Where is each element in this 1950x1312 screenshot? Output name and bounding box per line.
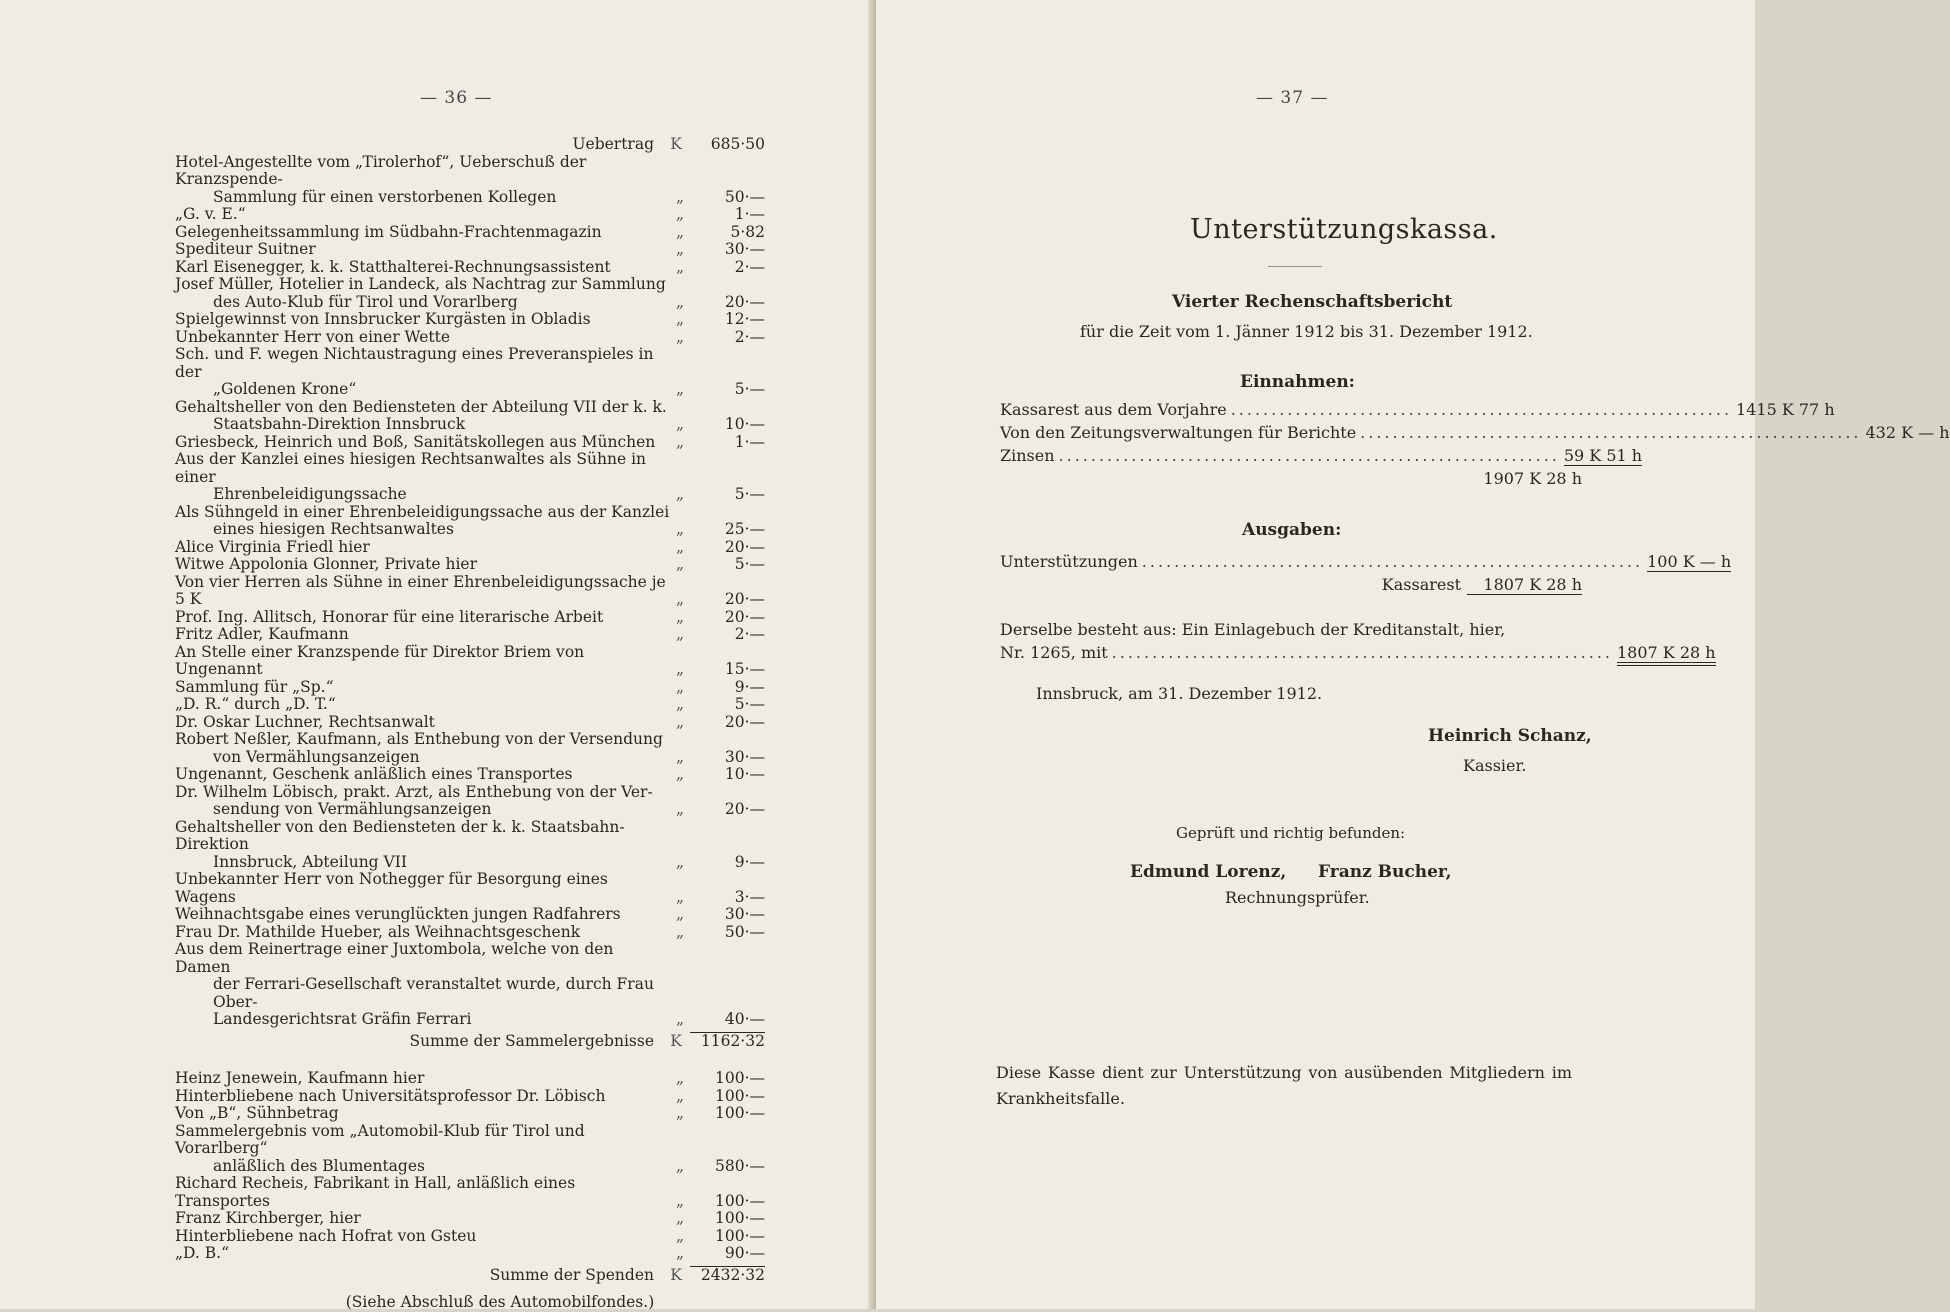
report-subtitle: Vierter Rechenschaftsbericht <box>1172 292 1453 312</box>
ledger-entry-text: Hinterbliebene nach Hofrat von Gsteu <box>175 1226 477 1245</box>
ledger-row <box>175 784 765 819</box>
ledger-entry-text: Gehaltsheller von den Bediensteten der k. k. Staatsbahn-Direktion Innsbruck, Abteilung VII <box>175 817 625 871</box>
ledger-entry-text: Sch. und F. wegen Nichtaustragung eines Preveranspieles in der „Goldenen Krone“ <box>175 345 654 398</box>
ditto-mark: „ <box>675 660 685 678</box>
ditto-mark: „ <box>675 240 685 258</box>
account-value: 432 K — h <box>1865 423 1950 442</box>
ledger-row <box>175 574 765 609</box>
left-page <box>0 0 876 1309</box>
donation-ledger <box>175 136 765 1312</box>
account-value: 1415 K 77 h <box>1736 400 1835 419</box>
ditto-mark: „ <box>675 1191 685 1210</box>
ledger-row <box>175 1245 765 1263</box>
ledger-amount: 2·— <box>734 327 765 346</box>
account-label: Unterstützungen <box>1000 552 1138 571</box>
ledger-entry-text: Hotel-Angestellte vom „Tirolerhof“, Ueberschuß der Kranzspende- Sammlung für einen verstorbenen Kollegen <box>175 152 587 206</box>
ditto-mark: „ <box>675 625 685 643</box>
ledger-entry-text: Aus dem Reinertrage einer Juxtombola, welche von den Damen der Ferrari-Gesellschaft veranstaltet wurde, durch Frau Ober- Landesgerichtsrat Gräfin Ferrari <box>175 940 654 1028</box>
ledger-amount: 40·— <box>724 1010 765 1028</box>
ledger-entry-text: Robert Neßler, Kaufmann, als Enthebung von der Versendung von Vermählungsanzeigen <box>175 730 663 766</box>
ledger-amount: 5·82 <box>730 222 765 241</box>
ledger-amount: 25·— <box>724 520 765 538</box>
ledger-entry-text: Alice Virginia Friedl hier <box>175 537 370 556</box>
ledger-entry-text: Dr. Oskar Luchner, Rechtsanwalt <box>175 712 435 731</box>
ledger-row <box>175 346 765 399</box>
ledger-entry-text: Gehaltsheller von den Bediensteten der Abteilung VII der k. k. Staatsbahn-Direktion Innsbruck <box>175 397 667 433</box>
ledger-row <box>175 556 765 574</box>
balance-line-2: Nr. 1265, mit .............................................................. 1807 K 28 h <box>1000 643 1582 666</box>
ledger-row <box>175 206 765 224</box>
ledger-amount: 10·— <box>724 415 765 433</box>
ditto-mark: „ <box>675 1010 685 1028</box>
ledger-entry-text: Prof. Ing. Allitsch, Honorar für eine literarische Arbeit <box>175 607 604 626</box>
ledger-entry-text: Von „B“, Sühnbetrag <box>175 1104 339 1122</box>
ditto-mark: „ <box>675 555 685 573</box>
ledger-entry-text: Spediteur Suitner <box>175 240 316 258</box>
ledger-amount: 15·— <box>724 660 765 678</box>
ledger-entry-text: Ungenannt, Geschenk anläßlich eines Transportes <box>175 765 573 783</box>
ditto-mark: „ <box>675 310 685 328</box>
ditto-mark: „ <box>675 887 685 906</box>
cash-rest-label: Kassarest <box>1381 575 1461 594</box>
expense-table <box>1000 552 1732 598</box>
ditto-mark: „ <box>675 432 685 451</box>
account-row: Zinsen .............................................................. 59 K 51 h <box>1000 446 1643 465</box>
account-row: Von den Zeitungsverwaltungen für Berichte .............................................................. 432 K — h <box>1000 423 1950 442</box>
ditto-mark: „ <box>675 800 685 818</box>
ditto-mark: „ <box>675 590 685 608</box>
ledger-entry-text: Aus der Kanzlei eines hiesigen Rechtsanwaltes als Sühne in einer Ehrenbeleidigungssache <box>175 450 647 503</box>
ledger-row <box>175 329 765 347</box>
ditto-mark: „ <box>675 712 685 731</box>
ledger-row <box>175 1210 765 1228</box>
donation-list-2 <box>175 1070 765 1263</box>
ledger-row <box>175 1070 765 1088</box>
ledger-amount: 580·— <box>714 1156 765 1175</box>
ditto-mark: „ <box>675 205 685 223</box>
place-date: Innsbruck, am 31. Dezember 1912. <box>1036 684 1323 703</box>
ledger-row <box>175 1105 765 1123</box>
ledger-amount: 20·— <box>724 537 765 556</box>
ledger-amount: 100·— <box>714 1086 765 1105</box>
ledger-entry-text: Griesbeck, Heinrich und Boß, Sanitätskollegen aus München <box>175 432 656 451</box>
ledger-amount: 9·— <box>734 677 765 696</box>
ledger-row <box>175 609 765 627</box>
ledger-amount: 2·— <box>734 625 765 643</box>
ledger-row <box>175 311 765 329</box>
ledger-amount: 100·— <box>714 1209 765 1227</box>
ledger-row <box>175 1228 765 1246</box>
ledger-entry-text: An Stelle einer Kranzspende für Direktor Briem von Ungenannt <box>175 642 585 678</box>
ledger-entry-text: Frau Dr. Mathilde Hueber, als Weihnachtsgeschenk <box>175 922 581 941</box>
ledger-amount: 9·— <box>734 852 765 871</box>
ledger-amount: 100·— <box>714 1104 765 1122</box>
ledger-entry-text: Sammlung für „Sp.“ <box>175 677 334 696</box>
ledger-row <box>175 941 765 1029</box>
ledger-amount: 20·— <box>724 590 765 608</box>
donation-list-1 <box>175 154 765 1029</box>
ledger-row <box>175 731 765 766</box>
report-period: für die Zeit vom 1. Jänner 1912 bis 31. Dezember 1912. <box>1080 322 1533 341</box>
ledger-entry-text: Richard Recheis, Fabrikant in Hall, anläßlich eines Transportes <box>175 1174 576 1210</box>
ledger-entry-text: Karl Eisenegger, k. k. Statthalterei-Rechnungsassistent <box>175 257 611 276</box>
ditto-mark: „ <box>675 187 685 206</box>
income-table <box>1000 400 1950 492</box>
ledger-row <box>175 399 765 434</box>
fund-purpose-note: Diese Kasse dient zur Unterstützung von ausübenden Mitgliedern im Krankheitsfalle. <box>996 1063 1572 1108</box>
ledger-row <box>175 644 765 679</box>
ledger-entry-text: Weihnachtsgabe eines verunglückten jungen Radfahrers <box>175 905 621 923</box>
ledger-row <box>175 1175 765 1210</box>
ledger-entry-text: Unbekannter Herr von einer Wette <box>175 327 451 346</box>
ledger-entry-text: Spielgewinnst von Innsbrucker Kurgästen in Obladis <box>175 310 591 328</box>
sum-donations-amount: 2432·32 <box>690 1266 765 1285</box>
verified-statement: Geprüft und richtig befunden: <box>1176 824 1406 842</box>
ditto-mark: „ <box>675 765 685 783</box>
ledger-row <box>175 241 765 259</box>
ditto-mark: „ <box>675 520 685 538</box>
ditto-mark: „ <box>675 747 685 766</box>
ledger-entry-text: Als Sühngeld in einer Ehrenbeleidigungssache aus der Kanzlei eines hiesigen Rechtsanwaltes <box>175 502 670 538</box>
ledger-amount: 1·— <box>734 205 765 223</box>
ditto-mark: „ <box>675 1226 685 1245</box>
ditto-mark: „ <box>675 292 685 311</box>
ledger-row <box>175 696 765 714</box>
balance-block <box>1000 620 1716 666</box>
report-title: Unterstützungskassa. <box>1190 214 1498 245</box>
account-row: Unterstützungen .............................................................. 100 K — h <box>1000 552 1732 571</box>
ledger-amount: 12·— <box>724 310 765 328</box>
ledger-row <box>175 434 765 452</box>
ditto-mark: „ <box>675 415 685 433</box>
ledger-row <box>175 679 765 697</box>
ledger-row <box>175 819 765 872</box>
ditto-mark: „ <box>675 695 685 713</box>
carry-over-label: Uebertrag <box>572 135 654 153</box>
reference-note: (Siehe Abschluß des Automobilfondes.) <box>345 1293 655 1311</box>
ledger-entry-text: Unbekannter Herr von Nothegger für Besorgung eines Wagens <box>175 870 608 906</box>
ledger-amount: 1·— <box>734 432 765 451</box>
ledger-amount: 20·— <box>724 607 765 626</box>
ledger-row <box>175 539 765 557</box>
ledger-entry-text: Heinz Jenewein, Kaufmann hier <box>175 1069 425 1087</box>
ledger-row <box>175 871 765 906</box>
sum-collections-unit: K <box>670 1031 682 1050</box>
ledger-entry-text: „G. v. E.“ <box>175 205 246 223</box>
ditto-mark: „ <box>675 327 685 346</box>
cash-rest-value: 1807 K 28 h <box>1467 575 1582 595</box>
ditto-mark: „ <box>675 537 685 556</box>
sum-collections-label: Summe der Sammelergebnisse <box>409 1031 654 1050</box>
ditto-mark: „ <box>675 485 685 503</box>
ditto-mark: „ <box>675 222 685 241</box>
income-total-row <box>1000 469 1582 492</box>
ledger-entry-text: Gelegenheitssammlung im Südbahn-Frachtenmagazin <box>175 222 602 241</box>
ledger-amount: 5·— <box>734 485 765 503</box>
carry-over-unit: K <box>670 135 682 153</box>
ledger-entry-text: Josef Müller, Hotelier in Landeck, als Nachtrag zur Sammlung des Auto-Klub für Tirol und Vorarlberg <box>175 275 666 311</box>
page-number-left: — 36 — <box>420 88 493 108</box>
ledger-amount: 10·— <box>724 765 765 783</box>
ditto-mark: „ <box>675 1104 685 1122</box>
ledger-row <box>175 924 765 942</box>
carry-over-amount: 685·50 <box>710 135 765 153</box>
ditto-mark: „ <box>675 677 685 696</box>
ditto-mark: „ <box>675 380 685 398</box>
ledger-entry-text: Franz Kirchberger, hier <box>175 1209 361 1227</box>
ledger-row <box>175 504 765 539</box>
ledger-row <box>175 276 765 311</box>
ledger-amount: 20·— <box>724 800 765 818</box>
account-label: Kassarest aus dem Vorjahre <box>1000 400 1227 419</box>
ditto-mark: „ <box>675 1069 685 1087</box>
auditor-2-name: Franz Bucher, <box>1318 862 1452 882</box>
account-value: 100 K — h <box>1647 552 1732 571</box>
ledger-row <box>175 224 765 242</box>
ledger-amount: 2·— <box>734 257 765 276</box>
ledger-amount: 100·— <box>714 1226 765 1245</box>
ledger-entry-text: Witwe Appolonia Glonner, Private hier <box>175 555 477 573</box>
cash-rest-row <box>1000 575 1582 598</box>
ledger-amount: 100·— <box>714 1191 765 1210</box>
ledger-amount: 20·— <box>724 712 765 731</box>
ledger-amount: 30·— <box>724 747 765 766</box>
cashier-name: Heinrich Schanz, <box>1428 726 1592 746</box>
ledger-amount: 90·— <box>724 1244 765 1262</box>
ditto-mark: „ <box>675 257 685 276</box>
ditto-mark: „ <box>675 1244 685 1262</box>
auditor-1-name: Edmund Lorenz, <box>1130 862 1287 882</box>
ditto-mark: „ <box>675 852 685 871</box>
ledger-row <box>175 451 765 504</box>
carry-over-row <box>175 136 765 154</box>
ledger-row <box>175 766 765 784</box>
ledger-entry-text: Dr. Wilhelm Löbisch, prakt. Arzt, als Enthebung von der Ver- sendung von Vermählungsanzeigen <box>175 782 653 818</box>
expense-heading: Ausgaben: <box>1242 520 1342 540</box>
ledger-amount: 3·— <box>734 887 765 906</box>
ledger-amount: 5·— <box>734 380 765 398</box>
income-total: 1907 K 28 h <box>1483 469 1582 488</box>
ditto-mark: „ <box>675 922 685 941</box>
ledger-amount: 5·— <box>734 555 765 573</box>
ledger-amount: 30·— <box>724 905 765 923</box>
account-row: Kassarest aus dem Vorjahre .............................................................. 1415 K 77 h <box>1000 400 1835 419</box>
ditto-mark: „ <box>675 607 685 626</box>
ledger-entry-text: „D. B.“ <box>175 1244 230 1262</box>
ledger-amount: 5·— <box>734 695 765 713</box>
title-divider <box>1268 266 1322 267</box>
auditor-role: Rechnungsprüfer. <box>1225 888 1370 907</box>
ledger-entry-text: Sammelergebnis vom „Automobil-Klub für Tirol und Vorarlberg“ anläßlich des Blumentages <box>175 1121 585 1175</box>
ditto-mark: „ <box>675 1086 685 1105</box>
ledger-amount: 100·— <box>714 1069 765 1087</box>
sum-collections-amount: 1162·32 <box>690 1032 765 1051</box>
sum-donations-label: Summe der Spenden <box>489 1265 654 1284</box>
ditto-mark: „ <box>675 1156 685 1175</box>
account-label: Zinsen <box>1000 446 1055 465</box>
sum-collections-row <box>175 1032 765 1051</box>
ledger-row <box>175 1088 765 1106</box>
account-label: Von den Zeitungsverwaltungen für Berichte <box>1000 423 1357 442</box>
page-number-right: — 37 — <box>1256 88 1329 108</box>
cashier-role: Kassier. <box>1463 756 1527 775</box>
ledger-row <box>175 154 765 207</box>
ledger-entry-text: Von vier Herren als Sühne in einer Ehrenbeleidigungssache je 5 K <box>175 572 666 608</box>
ledger-entry-text: „D. R.“ durch „D. T.“ <box>175 695 336 713</box>
sum-donations-row <box>175 1266 765 1285</box>
ledger-amount: 50·— <box>724 187 765 206</box>
ledger-row <box>175 626 765 644</box>
ledger-entry-text: Hinterbliebene nach Universitätsprofessor Dr. Löbisch <box>175 1086 606 1105</box>
ledger-row <box>175 1123 765 1176</box>
income-heading: Einnahmen: <box>1240 372 1355 392</box>
account-value: 59 K 51 h <box>1563 446 1643 465</box>
ledger-amount: 50·— <box>724 922 765 941</box>
ditto-mark: „ <box>675 905 685 923</box>
sum-donations-unit: K <box>670 1265 682 1284</box>
balance-value: 1807 K 28 h <box>1617 643 1716 666</box>
ledger-row <box>175 714 765 732</box>
ledger-row <box>175 259 765 277</box>
ledger-amount: 30·— <box>724 240 765 258</box>
ditto-mark: „ <box>675 1209 685 1227</box>
ledger-row <box>175 906 765 924</box>
balance-line-1: Derselbe besteht aus: Ein Einlagebuch der Kreditanstalt, hier, <box>1000 620 1506 639</box>
ledger-entry-text: Fritz Adler, Kaufmann <box>175 625 349 643</box>
ledger-amount: 20·— <box>724 292 765 311</box>
